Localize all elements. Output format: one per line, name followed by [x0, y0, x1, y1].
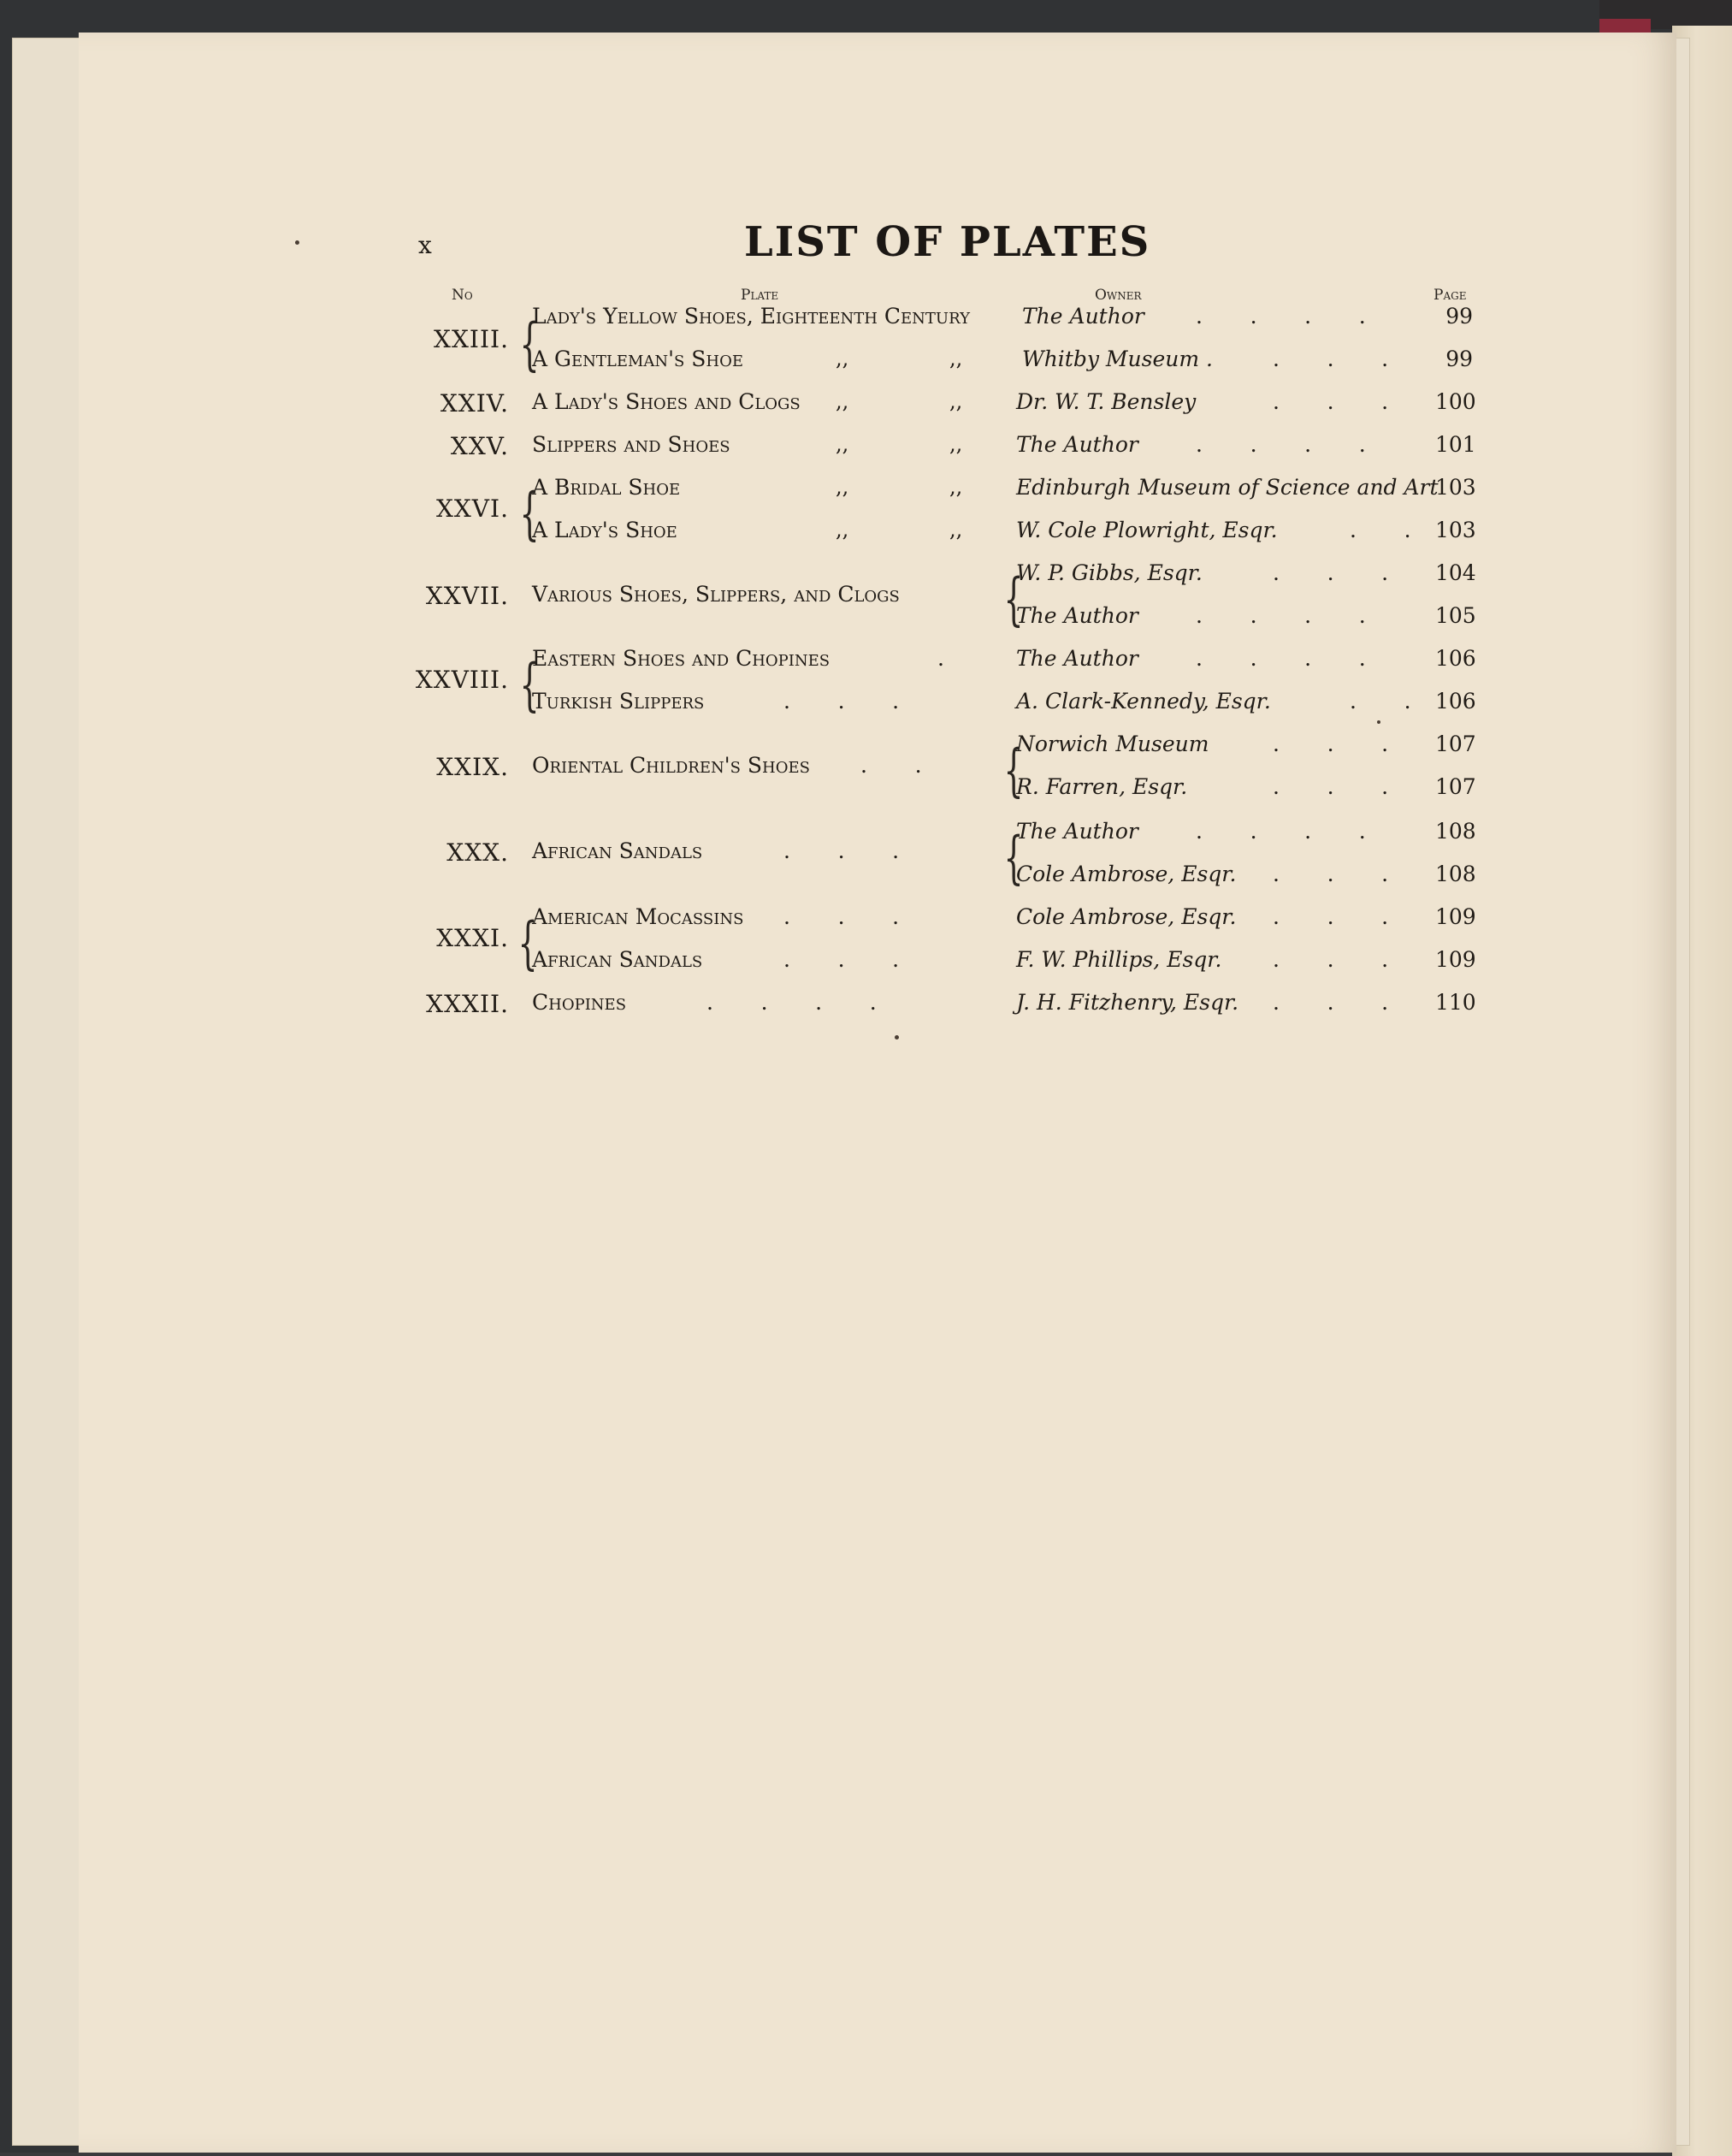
plate-number: XXVI. — [435, 495, 509, 523]
leader-dots: . . . . — [1196, 603, 1366, 628]
paper-speck — [295, 240, 299, 245]
column-header-page: Page — [1433, 287, 1467, 304]
plate-title: Various Shoes, Slippers, and Clogs — [532, 582, 900, 607]
owner-name: F. W. Phillips, Esqr. — [1016, 947, 1222, 972]
leader-dots: . . . — [1273, 947, 1389, 972]
owner-name: Cole Ambrose, Esqr. — [1016, 862, 1237, 886]
table-row — [0, 862, 1732, 903]
table-row — [0, 990, 1732, 1031]
page-number: x — [418, 231, 432, 259]
plate-number: XXIV. — [440, 389, 509, 418]
plate-number: XXIII. — [434, 325, 509, 353]
plate-title: Turkish Slippers — [532, 689, 705, 714]
owner-name: The Author — [1016, 646, 1138, 671]
owner-name: The Author — [1016, 819, 1138, 844]
plate-title: Slippers and Shoes — [532, 432, 730, 457]
leader-dots: . . — [860, 753, 922, 778]
leader-dots: . . . — [1273, 862, 1389, 886]
owner-name: The Author — [1016, 603, 1138, 628]
owner-name: A. Clark-Kennedy, Esqr. — [1016, 689, 1271, 714]
leader-dots: . . . — [1273, 904, 1389, 929]
plate-number: XXXI. — [436, 924, 509, 952]
owner-name: W. P. Gibbs, Esqr. — [1016, 560, 1203, 585]
leader-dots: . . . — [1273, 389, 1389, 414]
owner-name: The Author — [1016, 432, 1138, 457]
leader-dots: . — [937, 646, 944, 671]
table-row — [0, 389, 1732, 430]
owner-name: Dr. W. T. Bensley — [1016, 389, 1197, 414]
ditto-mark: ,, — [836, 518, 849, 542]
plate-number: XXX. — [446, 838, 509, 867]
plate-title: Lady's Yellow Shoes, Eighteenth Century — [532, 304, 970, 329]
group-brace: { — [519, 481, 540, 547]
ditto-mark: ,, — [836, 432, 849, 456]
plate-title: A Gentleman's Shoe — [532, 346, 744, 371]
leader-dots: . . . — [1273, 990, 1389, 1015]
page-ref: 107 — [1435, 774, 1476, 799]
plate-number: XXVIII. — [415, 666, 509, 694]
paper-speck — [895, 1035, 899, 1040]
ditto-mark: ,, — [836, 389, 849, 413]
ditto-mark: ,, — [836, 475, 849, 499]
leader-dots: . . . . — [706, 990, 877, 1015]
page-ref: 99 — [1445, 304, 1473, 329]
page-ref: 108 — [1435, 862, 1476, 886]
owner-name: Cole Ambrose, Esqr. — [1016, 904, 1237, 929]
page-ref: 99 — [1445, 346, 1473, 371]
leader-dots: . . — [1350, 518, 1411, 542]
plate-title: A Lady's Shoes and Clogs — [532, 389, 801, 414]
page-ref: 109 — [1435, 947, 1476, 972]
leader-dots: . . . — [1273, 346, 1389, 371]
column-header-owner: Owner — [1095, 287, 1142, 304]
plate-title: American Mocassins — [532, 904, 744, 929]
table-row — [0, 346, 1732, 388]
table-row — [0, 646, 1732, 687]
plate-title: African Sandals — [532, 838, 703, 863]
leader-dots: . . . . — [1196, 646, 1366, 671]
plate-title: Chopines — [532, 990, 627, 1015]
leader-dots: . . . — [1273, 560, 1389, 585]
owner-name: J. H. Fitzhenry, Esqr. — [1016, 990, 1239, 1015]
table-row — [0, 603, 1732, 644]
table-row — [0, 689, 1732, 730]
page-ref: 106 — [1435, 689, 1476, 714]
page-ref: 109 — [1435, 904, 1476, 929]
owner-name: Edinburgh Museum of Science and Art — [1016, 475, 1439, 500]
plate-title: A Bridal Shoe — [532, 475, 681, 500]
table-row — [0, 947, 1732, 988]
table-row — [0, 774, 1732, 815]
owner-name: Norwich Museum — [1016, 732, 1209, 756]
ditto-mark: ,, — [836, 346, 849, 370]
table-row — [0, 304, 1732, 345]
plate-number: XXXII. — [426, 990, 509, 1018]
table-row — [0, 904, 1732, 945]
owner-name: The Author — [1022, 304, 1144, 329]
leader-dots: . . . . — [1196, 304, 1366, 329]
plate-title: African Sandals — [532, 947, 703, 972]
owner-name: R. Farren, Esqr. — [1016, 774, 1188, 799]
column-header-no: No — [452, 287, 473, 304]
leader-dots: . . . — [783, 904, 900, 929]
leader-dots: . . . . — [1196, 432, 1366, 457]
page-ref: 103 — [1435, 475, 1476, 500]
group-brace: { — [1003, 737, 1024, 803]
ditto-mark: ,, — [949, 432, 963, 456]
table-row — [0, 518, 1732, 559]
leader-dots: . . . . — [1196, 819, 1366, 844]
group-brace: { — [519, 311, 540, 377]
page-ref: 100 — [1435, 389, 1476, 414]
leader-dots: . . . — [783, 838, 900, 863]
group-brace: { — [1003, 566, 1024, 632]
plate-number: XXIX. — [436, 753, 509, 781]
page-title: LIST OF PLATES — [744, 218, 1151, 266]
page-ref: 105 — [1435, 603, 1476, 628]
page-ref: 106 — [1435, 646, 1476, 671]
page-ref: 104 — [1435, 560, 1476, 585]
table-row — [0, 432, 1732, 473]
leader-dots: . . . — [1273, 774, 1389, 799]
group-brace: { — [517, 910, 538, 976]
page-ref: 107 — [1435, 732, 1476, 756]
ditto-mark: ,, — [949, 475, 963, 499]
plate-title: Eastern Shoes and Chopines — [532, 646, 831, 671]
page-ref: 110 — [1435, 990, 1476, 1015]
plate-title: Oriental Children's Shoes — [532, 753, 810, 778]
column-header-plate: Plate — [741, 287, 779, 304]
group-brace: { — [1003, 825, 1024, 891]
page-ref: 101 — [1435, 432, 1476, 457]
leader-dots: . . . — [783, 689, 900, 714]
ditto-mark: ,, — [949, 389, 963, 413]
owner-name: Whitby Museum . — [1022, 346, 1213, 371]
page-ref: 103 — [1435, 518, 1476, 542]
plate-number: XXV. — [450, 432, 509, 460]
table-row — [0, 475, 1732, 516]
page-ref: 108 — [1435, 819, 1476, 844]
leader-dots: . . — [1350, 689, 1411, 714]
owner-name: W. Cole Plowright, Esqr. — [1016, 518, 1278, 542]
ditto-mark: ,, — [949, 346, 963, 370]
plate-title: A Lady's Shoe — [532, 518, 677, 542]
leader-dots: . . . — [783, 947, 900, 972]
group-brace: { — [519, 652, 540, 718]
leader-dots: . . . — [1273, 732, 1389, 756]
plate-number: XXVII. — [425, 582, 509, 610]
ditto-mark: ,, — [949, 518, 963, 542]
